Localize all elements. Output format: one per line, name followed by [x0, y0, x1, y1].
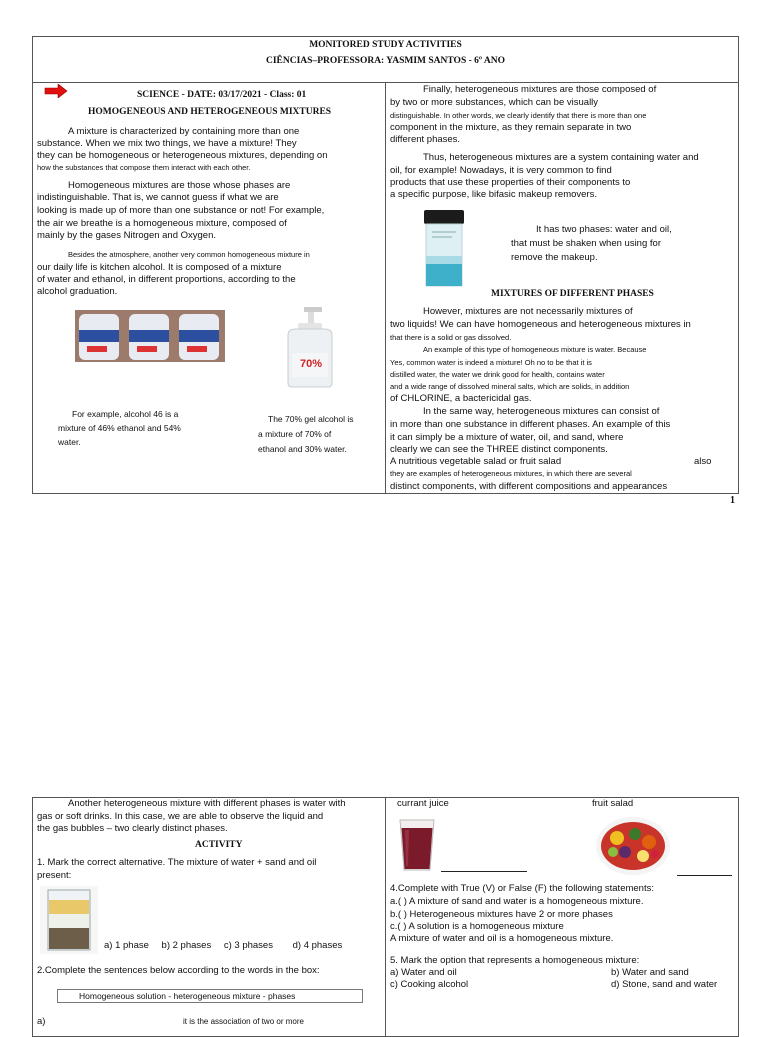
page-number: 1 — [730, 495, 735, 506]
beaker-image — [40, 886, 98, 954]
q1-option-b[interactable]: b) 2 phases — [161, 940, 212, 951]
gel-alcohol-image — [278, 303, 342, 389]
q1-options — [104, 940, 342, 952]
date-line: SCIENCE - DATE: 03/17/2021 - Class: 01 — [137, 90, 307, 100]
label-currant-juice: currant juice — [397, 798, 449, 809]
fruit-salad-image — [595, 816, 671, 876]
juice-answer-line — [441, 871, 527, 872]
page1-column-divider — [385, 82, 386, 494]
makeup-remover-image — [422, 208, 466, 288]
alcohol-bottles-image — [75, 310, 225, 362]
gel-label: 70% — [300, 358, 323, 370]
red-arrow-icon — [44, 84, 68, 98]
page-subtitle: CIÊNCIAS–PROFESSORA: YASMIM SANTOS - 6º ANO — [265, 56, 505, 66]
section-title-phases: MIXTURES OF DIFFERENT PHASES — [491, 289, 654, 299]
question-5: 5. Mark the option that represents a homogeneous mixture: — [390, 955, 640, 966]
q5-option-a[interactable]: a) Water and oil — [390, 967, 457, 978]
q1-option-c[interactable]: c) 3 phases — [223, 940, 273, 951]
q1-option-d[interactable]: d) 4 phases — [292, 940, 343, 951]
activity-title: ACTIVITY — [195, 840, 243, 850]
page2-column-divider — [385, 797, 386, 1037]
section-title-homogeneous: HOMOGENEOUS AND HETEROGENEOUS MIXTURES — [88, 107, 332, 117]
salad-answer-line — [677, 875, 732, 876]
word-box-text: Homogeneous solution - heterogeneous mixture - phases — [79, 991, 296, 1001]
q1-option-a[interactable]: a) 1 phase — [104, 940, 149, 951]
juice-glass-image — [397, 818, 437, 872]
q5-option-b[interactable]: b) Water and sand — [611, 967, 689, 978]
question-2: 2.Complete the sentences below according to the words in the box: — [37, 965, 320, 976]
q2a-text: it is the association of two or more — [183, 1017, 304, 1026]
page-title: MONITORED STUDY ACTIVITIES — [309, 40, 462, 50]
q5-option-c[interactable]: c) Cooking alcohol — [390, 979, 469, 990]
label-fruit-salad: fruit salad — [592, 798, 634, 809]
q2a-label: a) — [37, 1016, 46, 1027]
q5-option-d[interactable]: d) Stone, sand and water — [611, 979, 718, 990]
